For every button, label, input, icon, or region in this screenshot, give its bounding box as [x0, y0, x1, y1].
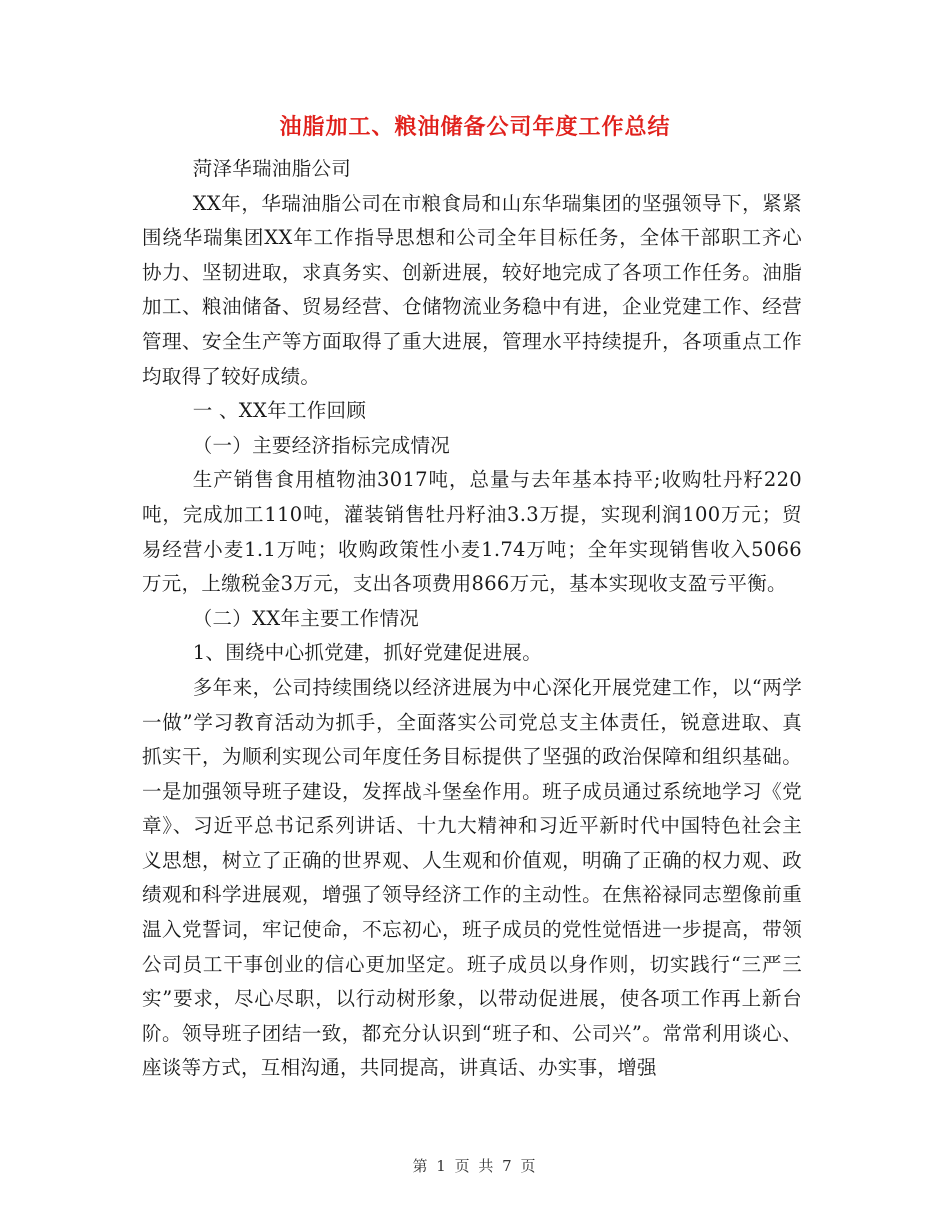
subsection-heading-indicators: （一）主要经济指标完成情况	[192, 433, 451, 457]
document-body	[142, 152, 802, 1086]
section-heading-review: 一 、XX年工作回顾	[192, 399, 367, 423]
page-footer: 第 1 页 共 7 页	[412, 1157, 538, 1175]
item-heading-party-building: 1、围绕中心抓党建，抓好党建促进展。	[192, 641, 542, 665]
party-building-paragraph: 多年来，公司持续围绕以经济进展为中心深化开展党建工作，以“两学一做”学习教育活动为抓手，全面落实公司党总支主体责任，锐意进取、真抓实干，为顺利实现公司年度任务目标提供了坚强的政治保障和组织基础。一是加强领导班子建设，发挥战斗堡垒作用。班子成员通过系统地学习《党章》、习近平总书记系列讲话、十九大精神和习近平新时代中国特色社会主义思想，树立了正确的世界观、人生观和价值观，明确了正确的权力观、政绩观和科学进展观，增强了领导经济工作的主动性。在焦裕禄同志塑像前重温入党誓词，牢记使命，不忘初心，班子成员的党性觉悟进一步提高，带领公司员工干事创业的信心更加坚定。班子成员以身作则，切实践行“三严三实”要求，尽心尽职，以行动树形象，以带动促进展，使各项工作再上新台阶。领导班子团结一致，都充分认识到“班子和、公司兴”。常常利用谈心、座谈等方式，互相沟通，共同提高，讲真话、办实事，增强	[142, 675, 802, 1080]
document-title: 油脂加工、粮油储备公司年度工作总结	[279, 115, 671, 140]
intro-paragraph: XX年，华瑞油脂公司在市粮食局和山东华瑞集团的坚强领导下，紧紧围绕华瑞集团XX年工作指导思想和公司全年目标任务，全体干部职工齐心协力、坚韧进取，求真务实、创新进展，较好地完成了各项工作任务。油脂加工、粮油储备、贸易经营、仓储物流业务稳中有进，企业党建工作、经营管理、安全生产等方面取得了重大进展，管理水平持续提升，各项重点工作均取得了较好成绩。	[142, 191, 802, 388]
subsection-heading-work: （二）XX年主要工作情况	[192, 606, 420, 630]
indicators-paragraph: 生产销售食用植物油3017吨，总量与去年基本持平;收购牡丹籽220吨，完成加工110吨，灌装销售牡丹籽油3.3万提，实现利润100万元；贸易经营小麦1.1万吨；收购政策性小麦1.74万吨；全年实现销售收入5066万元，上缴税金3万元，支出各项费用866万元，基本实现收支盈亏平衡。	[142, 468, 802, 596]
company-name: 菏泽华瑞油脂公司	[192, 157, 352, 180]
